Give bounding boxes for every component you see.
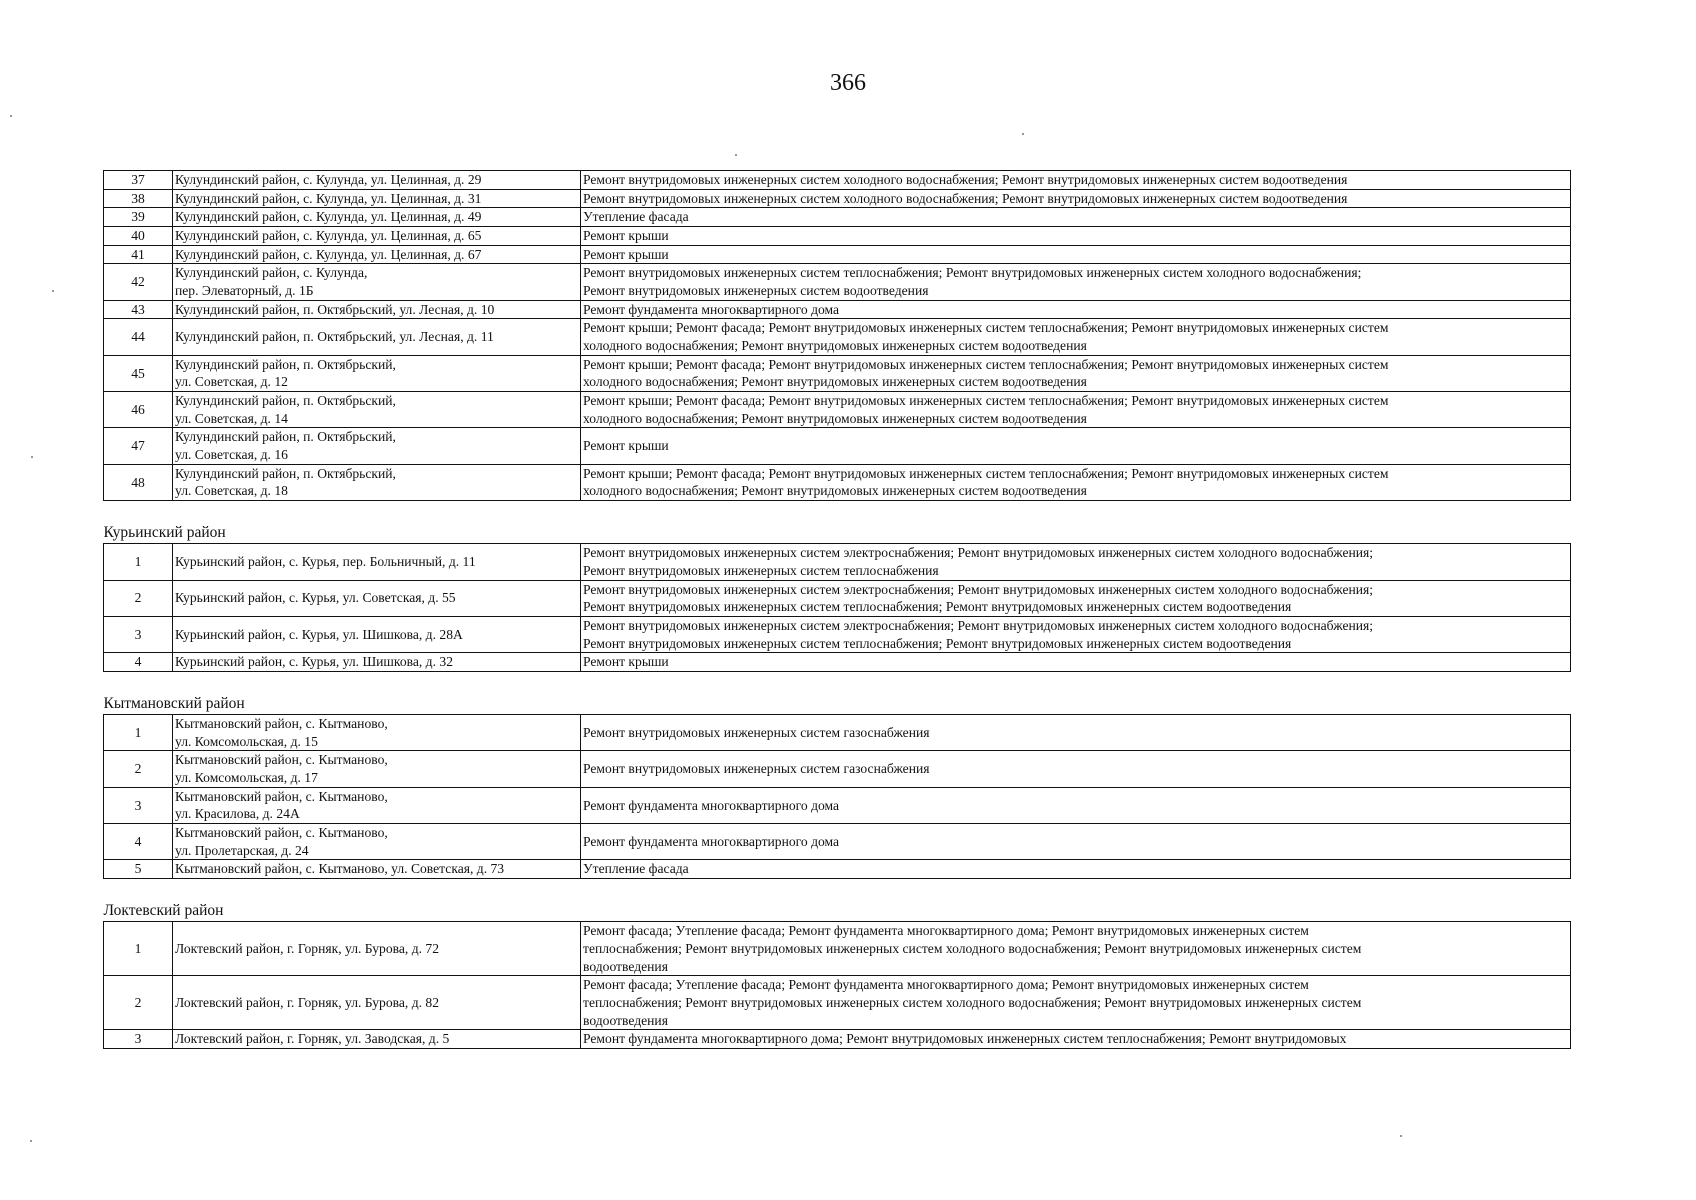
- table-row: [104, 227, 1571, 246]
- work-line: Утепление фасада: [583, 861, 689, 877]
- work-type-cell: [581, 653, 1571, 672]
- table-row: [104, 208, 1571, 227]
- work-type-cell: [581, 1030, 1571, 1049]
- address-line: Локтевский район, г. Горняк, ул. Бурова, д. 72: [175, 940, 440, 956]
- row-number: 2: [104, 580, 173, 616]
- work-line: Ремонт крыши; Ремонт фасада; Ремонт внутридомовых инженерных систем теплоснабжения; Ремонт внутридомовых инженерных систем: [583, 393, 1389, 409]
- work-type-cell: [581, 922, 1571, 976]
- address-cell: [173, 227, 581, 246]
- row-number: 1: [104, 544, 173, 580]
- work-type-cell: [581, 616, 1571, 652]
- address-cell: [173, 300, 581, 319]
- table-body: [104, 171, 1571, 1049]
- scan-speck: [52, 290, 54, 292]
- address-line: Локтевский район, г. Горняк, ул. Заводская, д. 5: [175, 1031, 450, 1047]
- work-line: холодного водоснабжения; Ремонт внутридомовых инженерных систем водоотведения: [583, 410, 1087, 426]
- address-line: Кулундинский район, с. Кулунда, ул. Целинная, д. 49: [175, 209, 482, 225]
- address-cell: [173, 392, 581, 428]
- address-line: ул. Советская, д. 12: [175, 374, 288, 390]
- work-type-cell: [581, 392, 1571, 428]
- work-line: Ремонт фундамента многоквартирного дома: [583, 797, 840, 813]
- row-number: 5: [104, 860, 173, 879]
- row-number: 3: [104, 616, 173, 652]
- work-type-cell: [581, 300, 1571, 319]
- address-cell: [173, 616, 581, 652]
- address-line: Курьинский район, с. Курья, ул. Шишкова, д. 32: [175, 654, 453, 670]
- district-heading-row: [104, 879, 1571, 922]
- work-line: Ремонт фасада; Утепление фасада; Ремонт фундамента многоквартирного дома; Ремонт внутридомовых инженерных систем: [583, 923, 1309, 939]
- address-cell: [173, 319, 581, 355]
- address-line: Кытмановский район, с. Кытманово, ул. Советская, д. 73: [175, 861, 505, 877]
- work-type-cell: [581, 428, 1571, 464]
- table-row: [104, 715, 1571, 751]
- address-line: Кулундинский район, с. Кулунда, ул. Целинная, д. 31: [175, 190, 482, 206]
- address-line: ул. Пролетарская, д. 24: [175, 842, 309, 858]
- address-cell: [173, 355, 581, 391]
- address-cell: [173, 208, 581, 227]
- work-line: Ремонт внутридомовых инженерных систем электроснабжения; Ремонт внутридомовых инженерных систем холодного водоснабжения;: [583, 581, 1374, 597]
- table-row: [104, 392, 1571, 428]
- row-number: 38: [104, 189, 173, 208]
- work-line: Ремонт внутридомовых инженерных систем теплоснабжения; Ремонт внутридомовых инженерных систем водоотведения: [583, 635, 1292, 651]
- row-number: 4: [104, 653, 173, 672]
- row-number: 43: [104, 300, 173, 319]
- work-type-cell: [581, 319, 1571, 355]
- address-cell: [173, 787, 581, 823]
- table-row: [104, 653, 1571, 672]
- row-number: 37: [104, 171, 173, 190]
- address-cell: [173, 464, 581, 500]
- work-line: Ремонт фундамента многоквартирного дома; Ремонт внутридомовых инженерных систем теплоснабжения; Ремонт внутридомовых: [583, 1031, 1347, 1047]
- table-row: [104, 355, 1571, 391]
- work-type-cell: [581, 355, 1571, 391]
- work-type-cell: [581, 544, 1571, 580]
- address-line: Курьинский район, с. Курья, пер. Больничный, д. 11: [175, 554, 476, 570]
- work-line: Ремонт крыши: [583, 228, 669, 244]
- work-line: Ремонт внутридомовых инженерных систем холодного водоснабжения; Ремонт внутридомовых инженерных систем водоотведения: [583, 172, 1348, 187]
- district-heading-row: [104, 671, 1571, 714]
- address-line: Кулундинский район, п. Октябрьский,: [175, 465, 396, 481]
- work-line: Ремонт крыши: [583, 654, 669, 670]
- table-row: [104, 300, 1571, 319]
- address-line: Кулундинский район, с. Кулунда, ул. Целинная, д. 65: [175, 228, 482, 244]
- scan-speck: [735, 154, 737, 156]
- address-cell: [173, 976, 581, 1030]
- table-row: [104, 319, 1571, 355]
- work-line: Ремонт фасада; Утепление фасада; Ремонт фундамента многоквартирного дома; Ремонт внутридомовых инженерных систем: [583, 977, 1309, 993]
- scan-speck: [31, 456, 33, 458]
- row-number: 44: [104, 319, 173, 355]
- repair-program-table: [103, 170, 1571, 1049]
- work-line: холодного водоснабжения; Ремонт внутридомовых инженерных систем водоотведения: [583, 483, 1087, 499]
- address-cell: [173, 824, 581, 860]
- work-line: Ремонт внутридомовых инженерных систем газоснабжения: [583, 761, 930, 777]
- district-heading: Курьинский район: [104, 501, 1571, 544]
- address-line: ул. Советская, д. 14: [175, 410, 288, 426]
- work-line: Ремонт внутридомовых инженерных систем теплоснабжения: [583, 562, 939, 578]
- table-row: [104, 922, 1571, 976]
- address-cell: [173, 922, 581, 976]
- row-number: 40: [104, 227, 173, 246]
- row-number: 4: [104, 824, 173, 860]
- work-line: Ремонт крыши; Ремонт фасада; Ремонт внутридомовых инженерных систем теплоснабжения; Ремонт внутридомовых инженерных систем: [583, 320, 1389, 336]
- row-number: 48: [104, 464, 173, 500]
- work-type-cell: [581, 208, 1571, 227]
- work-line: Ремонт фундамента многоквартирного дома: [583, 833, 840, 849]
- address-line: Кулундинский район, с. Кулунда,: [175, 265, 368, 281]
- scan-speck: [10, 115, 12, 117]
- address-line: Кулундинский район, п. Октябрьский,: [175, 429, 396, 445]
- table-row: [104, 616, 1571, 652]
- address-line: Кулундинский район, п. Октябрьский, ул. Лесная, д. 11: [175, 329, 494, 345]
- work-line: Ремонт крыши: [583, 246, 669, 262]
- table-row: [104, 976, 1571, 1030]
- scan-speck: [1400, 1135, 1402, 1137]
- work-line: водоотведения: [583, 1012, 668, 1028]
- address-line: пер. Элеваторный, д. 1Б: [175, 283, 314, 299]
- work-line: Ремонт фундамента многоквартирного дома: [583, 301, 840, 317]
- address-cell: [173, 189, 581, 208]
- work-type-cell: [581, 171, 1571, 190]
- table-row: [104, 464, 1571, 500]
- table-row: [104, 189, 1571, 208]
- work-type-cell: [581, 715, 1571, 751]
- address-line: ул. Советская, д. 16: [175, 447, 288, 463]
- address-line: ул. Комсомольская, д. 15: [175, 733, 318, 749]
- row-number: 3: [104, 787, 173, 823]
- work-line: холодного водоснабжения; Ремонт внутридомовых инженерных систем водоотведения: [583, 374, 1087, 390]
- table-row: [104, 544, 1571, 580]
- row-number: 46: [104, 392, 173, 428]
- work-line: Ремонт внутридомовых инженерных систем теплоснабжения; Ремонт внутридомовых инженерных систем водоотведения: [583, 599, 1292, 615]
- work-line: водоотведения: [583, 958, 668, 974]
- work-type-cell: [581, 189, 1571, 208]
- row-number: 45: [104, 355, 173, 391]
- table-row: [104, 428, 1571, 464]
- table-row: [104, 171, 1571, 190]
- work-type-cell: [581, 824, 1571, 860]
- address-line: Кулундинский район, с. Кулунда, ул. Целинная, д. 29: [175, 172, 482, 187]
- work-line: Ремонт крыши: [583, 438, 669, 454]
- address-line: ул. Советская, д. 18: [175, 483, 288, 499]
- row-number: 1: [104, 922, 173, 976]
- address-line: Кулундинский район, п. Октябрьский, ул. Лесная, д. 10: [175, 301, 495, 317]
- work-type-cell: [581, 580, 1571, 616]
- address-line: Кулундинский район, п. Октябрьский,: [175, 393, 396, 409]
- row-number: 41: [104, 245, 173, 264]
- work-type-cell: [581, 860, 1571, 879]
- work-line: Ремонт внутридомовых инженерных систем холодного водоснабжения; Ремонт внутридомовых инженерных систем водоотведения: [583, 190, 1348, 206]
- address-cell: [173, 245, 581, 264]
- address-line: Курьинский район, с. Курья, ул. Шишкова, д. 28А: [175, 626, 463, 642]
- work-line: Ремонт внутридомовых инженерных систем газоснабжения: [583, 724, 930, 740]
- address-cell: [173, 860, 581, 879]
- row-number: 1: [104, 715, 173, 751]
- page-number: 366: [830, 70, 866, 96]
- work-line: Ремонт крыши; Ремонт фасада; Ремонт внутридомовых инженерных систем теплоснабжения; Ремонт внутридомовых инженерных систем: [583, 356, 1389, 372]
- address-cell: [173, 428, 581, 464]
- table-row: [104, 580, 1571, 616]
- address-cell: [173, 171, 581, 190]
- address-line: Локтевский район, г. Горняк, ул. Бурова, д. 82: [175, 994, 440, 1010]
- address-cell: [173, 751, 581, 787]
- work-line: Ремонт внутридомовых инженерных систем водоотведения: [583, 283, 929, 299]
- work-type-cell: [581, 976, 1571, 1030]
- address-line: ул. Комсомольская, д. 17: [175, 770, 318, 786]
- table-row: [104, 264, 1571, 300]
- work-line: Утепление фасада: [583, 209, 689, 225]
- address-line: Кытмановский район, с. Кытманово,: [175, 825, 388, 841]
- table-row: [104, 860, 1571, 879]
- work-line: теплоснабжения; Ремонт внутридомовых инженерных систем холодного водоснабжения; Ремонт внутридомовых инженерных систем: [583, 994, 1362, 1010]
- table-row: [104, 824, 1571, 860]
- work-type-cell: [581, 464, 1571, 500]
- work-type-cell: [581, 264, 1571, 300]
- district-heading: Кытмановский район: [104, 671, 1571, 714]
- address-line: ул. Красилова, д. 24А: [175, 806, 300, 822]
- work-type-cell: [581, 227, 1571, 246]
- row-number: 2: [104, 976, 173, 1030]
- work-line: Ремонт внутридомовых инженерных систем электроснабжения; Ремонт внутридомовых инженерных систем холодного водоснабжения;: [583, 617, 1374, 633]
- district-heading-row: [104, 501, 1571, 544]
- address-cell: [173, 264, 581, 300]
- work-line: Ремонт крыши; Ремонт фасада; Ремонт внутридомовых инженерных систем теплоснабжения; Ремонт внутридомовых инженерных систем: [583, 465, 1389, 481]
- table-row: [104, 751, 1571, 787]
- scan-speck: [1022, 133, 1024, 135]
- table-row: [104, 1030, 1571, 1049]
- scan-speck: [30, 1140, 32, 1142]
- address-line: Курьинский район, с. Курья, ул. Советская, д. 55: [175, 590, 456, 606]
- table-row: [104, 245, 1571, 264]
- address-line: Кытмановский район, с. Кытманово,: [175, 716, 388, 732]
- row-number: 3: [104, 1030, 173, 1049]
- work-type-cell: [581, 751, 1571, 787]
- address-line: Кытмановский район, с. Кытманово,: [175, 752, 388, 768]
- district-heading: Локтевский район: [104, 879, 1571, 922]
- address-line: Кулундинский район, п. Октябрьский,: [175, 356, 396, 372]
- work-line: холодного водоснабжения; Ремонт внутридомовых инженерных систем водоотведения: [583, 338, 1087, 354]
- address-line: Кытмановский район, с. Кытманово,: [175, 788, 388, 804]
- row-number: 47: [104, 428, 173, 464]
- row-number: 39: [104, 208, 173, 227]
- address-line: Кулундинский район, с. Кулунда, ул. Целинная, д. 67: [175, 246, 482, 262]
- work-line: Ремонт внутридомовых инженерных систем электроснабжения; Ремонт внутридомовых инженерных систем холодного водоснабжения;: [583, 545, 1374, 561]
- address-cell: [173, 715, 581, 751]
- address-cell: [173, 544, 581, 580]
- row-number: 42: [104, 264, 173, 300]
- work-type-cell: [581, 245, 1571, 264]
- address-cell: [173, 1030, 581, 1049]
- row-number: 2: [104, 751, 173, 787]
- address-cell: [173, 580, 581, 616]
- work-line: Ремонт внутридомовых инженерных систем теплоснабжения; Ремонт внутридомовых инженерных систем холодного водоснабжения;: [583, 265, 1362, 281]
- table-row: [104, 787, 1571, 823]
- work-type-cell: [581, 787, 1571, 823]
- work-line: теплоснабжения; Ремонт внутридомовых инженерных систем холодного водоснабжения; Ремонт внутридомовых инженерных систем: [583, 940, 1362, 956]
- address-cell: [173, 653, 581, 672]
